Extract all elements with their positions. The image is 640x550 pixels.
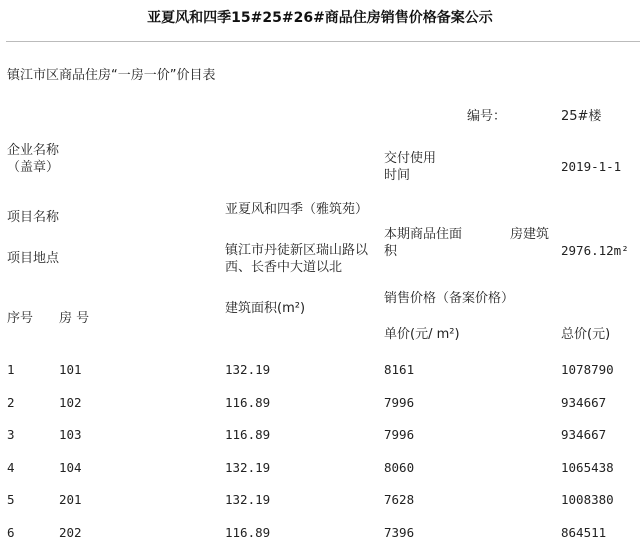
- seq-column-header: 序号: [7, 311, 34, 326]
- room-cell: 104: [59, 459, 82, 475]
- room-cell: 102: [59, 394, 82, 410]
- seq-cell: 4: [7, 459, 15, 475]
- project-name-label: 项目名称: [7, 210, 60, 225]
- total-price-cell: 1078790: [561, 362, 614, 377]
- area-cell: 116.89: [225, 427, 271, 442]
- area-column-header: 建筑面积(m²): [225, 301, 306, 316]
- area-label: 本期商品住面积: [384, 227, 463, 259]
- area-cell: 116.89: [225, 394, 271, 410]
- seq-cell: 3: [7, 427, 15, 442]
- total-price-cell: 934667: [561, 394, 607, 410]
- unit-price-cell: 7396: [384, 524, 415, 540]
- title-divider: [6, 41, 640, 42]
- seq-cell: 1: [7, 362, 15, 377]
- unit-price-cell: 7996: [384, 427, 415, 442]
- total-price-column-header: 总价(元): [561, 327, 611, 342]
- unit-price-cell: 7628: [384, 492, 415, 507]
- company-label: 企业名称（盖章）: [7, 143, 60, 175]
- unit-price-column-header: 单价(元/ m²): [384, 327, 460, 342]
- room-cell: 201: [59, 492, 82, 507]
- unit-price-cell: 8161: [384, 362, 415, 377]
- area-label-suffix: 房建筑: [510, 227, 550, 242]
- price-group-header: 销售价格（备案价格）: [384, 291, 515, 306]
- code-label: 编号：: [467, 109, 507, 124]
- project-location-label: 项目地点: [7, 251, 60, 266]
- code-value: 25#楼: [561, 109, 602, 124]
- room-cell: 103: [59, 427, 82, 442]
- area-value: 2976.12m²: [561, 243, 629, 258]
- project-name-value: 亚夏风和四季（雅筑苑）: [225, 202, 369, 217]
- unit-price-cell: 7996: [384, 394, 415, 410]
- area-cell: 116.89: [225, 524, 271, 540]
- unit-price-cell: 8060: [384, 459, 415, 475]
- seq-cell: 2: [7, 394, 15, 410]
- area-cell: 132.19: [225, 459, 271, 475]
- delivery-value: 2019-1-1: [561, 159, 622, 174]
- area-cell: 132.19: [225, 492, 271, 507]
- area-cell: 132.19: [225, 362, 271, 377]
- delivery-label: 交付使用时间: [384, 151, 437, 183]
- total-price-cell: 1065438: [561, 459, 614, 475]
- project-location-value: 镇江市丹徒新区瑞山路以西、长香中大道以北: [225, 243, 369, 275]
- document-title: 亚夏风和四季15#25#26#商品住房销售价格备案公示: [147, 10, 493, 26]
- total-price-cell: 864511: [561, 524, 607, 540]
- total-price-cell: 1008380: [561, 492, 614, 507]
- seq-cell: 6: [7, 524, 15, 540]
- table-subtitle: 镇江市区商品住房“一房一价”价目表: [7, 68, 216, 83]
- total-price-cell: 934667: [561, 427, 607, 442]
- room-cell: 101: [59, 362, 82, 377]
- seq-cell: 5: [7, 492, 15, 507]
- room-column-header: 房 号: [59, 311, 90, 326]
- room-cell: 202: [59, 524, 82, 540]
